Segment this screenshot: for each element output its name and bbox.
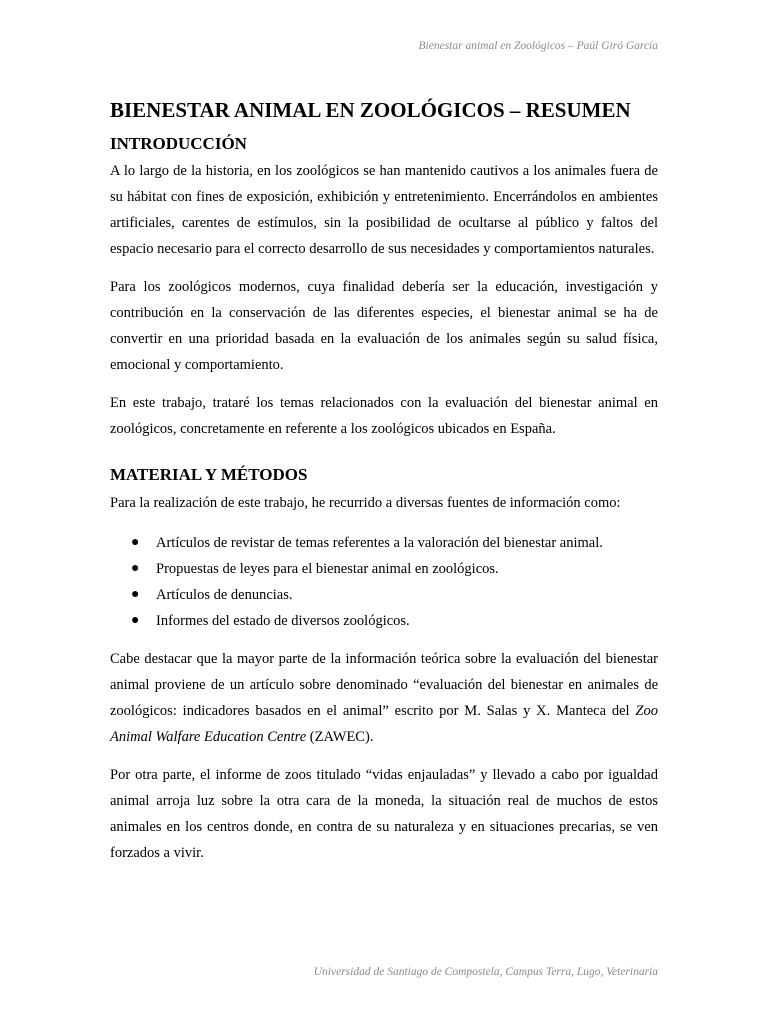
bullet-icon: ● — [131, 612, 140, 628]
section-heading-material-metodos: MATERIAL Y MÉTODOS — [110, 465, 308, 485]
page-header: Bienestar animal en Zoológicos – Paúl Giró García — [418, 40, 658, 52]
list-item-text: Informes del estado de diversos zoológicos. — [156, 612, 410, 629]
list-item-text: Artículos de denuncias. — [156, 586, 293, 603]
zawec-name: Zoo Animal Walfare Education Centre — [110, 702, 658, 745]
methods-paragraph-1: Para la realización de este trabajo, he recurrido a diversas fuentes de información como: — [110, 494, 621, 511]
methods-paragraph-2-start: Cabe destacar que la mayor parte de la información teórica sobre la evaluación del bienestar animal proviene de un artículo sobre denominado “evaluación del bienestar en animales de zoológicos: indicadores basados en el animal” escrito por M. Salas y X. Manteca del — [110, 650, 658, 719]
list-item — [131, 582, 658, 608]
list-item-text: Propuestas de leyes para el bienestar animal en zoológicos. — [156, 560, 499, 577]
document-body — [110, 98, 658, 878]
bullet-icon: ● — [131, 560, 140, 576]
methods-paragraph-3: Por otra parte, el informe de zoos titulado “vidas enjauladas” y llevado a cabo por igualdad animal arroja luz sobre la otra cara de la moneda, la situación real de muchos de estos animales en los centros donde, en contra de su naturaleza y en situaciones precarias, se ven forzados a vivir. — [110, 766, 658, 861]
list-item — [131, 608, 658, 634]
page-footer: Universidad de Santiago de Compostela, Campus Terra, Lugo, Veterinaria — [313, 966, 658, 978]
intro-paragraph-2: Para los zoológicos modernos, cuya finalidad debería ser la educación, investigación y contribución en la conservación de las diferentes especies, el bienestar animal se ha de convertir en una prioridad basada en la evaluación de los animales según su salud física, emocional y comportamiento. — [110, 279, 658, 374]
methods-paragraph-2 — [110, 646, 658, 750]
bullet-icon: ● — [131, 534, 140, 550]
intro-paragraph-1: A lo largo de la historia, en los zoológicos se han mantenido cautivos a los animales fuera de su hábitat con fines de exposición, exhibición y entretenimiento. Encerrándolos en ambientes artificiales, carentes de estímulos, sin la posibilidad de ocultarse al público y faltos del espacio necesario para el correcto desarrollo de sus necesidades y comportamientos naturales. — [110, 163, 658, 258]
document-title: BIENESTAR ANIMAL EN ZOOLÓGICOS – RESUMEN — [110, 98, 631, 122]
list-item — [131, 530, 658, 556]
list-item — [131, 556, 658, 582]
sources-list — [110, 530, 658, 634]
methods-paragraph-2-end: (ZAWEC). — [306, 728, 374, 745]
bullet-icon: ● — [131, 586, 140, 602]
intro-paragraph-3: En este trabajo, trataré los temas relacionados con la evaluación del bienestar animal en zoológicos, concretamente en referente a los zoológicos ubicados en España. — [110, 395, 658, 438]
section-heading-introduccion: INTRODUCCIÓN — [110, 134, 247, 154]
list-item-text: Artículos de revistar de temas referentes a la valoración del bienestar animal. — [156, 534, 603, 551]
